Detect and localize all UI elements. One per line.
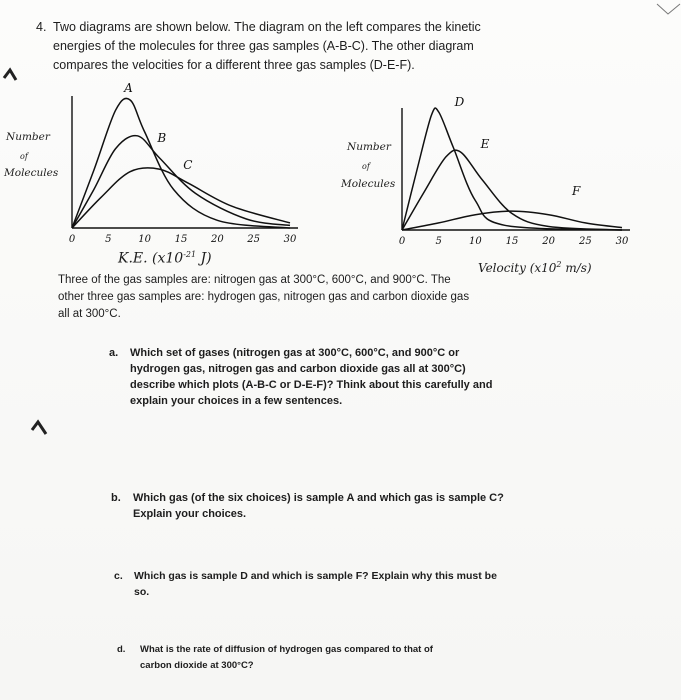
- question-b-label: b.: [111, 492, 121, 504]
- right-tick-label: 25: [578, 236, 592, 247]
- right-series-label-f: F: [572, 184, 581, 199]
- left-ylabel-line-3: Molecules: [4, 167, 59, 179]
- left-tick-label: 10: [138, 234, 152, 245]
- intro-line-3: compares the velocities for a different three gas samples (D-E-F).: [53, 58, 415, 72]
- right-series-label-d: D: [454, 95, 465, 109]
- left-tick-label: 30: [283, 234, 297, 245]
- left-ylabel-line-2: of: [20, 152, 28, 161]
- question-d-line-2: carbon dioxide at 300°C?: [140, 660, 254, 671]
- right-xlabel: [478, 258, 592, 275]
- left-tick-label: 20: [210, 234, 224, 245]
- right-ylabel-line-2: of: [362, 162, 370, 171]
- left-xlabel-main: K.E. (x10: [118, 250, 184, 267]
- right-ylabel-line-3: Molecules: [341, 178, 396, 190]
- left-series-label-c: C: [183, 158, 193, 173]
- left-tick-label: 15: [174, 234, 188, 245]
- right-tick-label: 20: [542, 236, 556, 247]
- right-ylabel-line-1: Number: [347, 141, 391, 153]
- intro-line-2: energies of the molecules for three gas samples (A-B-C). The other diagram: [53, 39, 474, 53]
- left-tick-label: 5: [105, 234, 112, 245]
- left-ylabel-line-1: Number: [6, 131, 50, 143]
- right-tick-label: 15: [505, 236, 519, 247]
- right-xlabel-unit: m/s): [565, 261, 592, 275]
- question-a-line-1: Which set of gases (nitrogen gas at 300°C, 600°C, and 900°C or: [130, 347, 460, 359]
- intro-line-1: Two diagrams are shown below. The diagram on the left compares the kinetic: [53, 20, 481, 34]
- question-c-label: c.: [114, 570, 123, 582]
- left-curve-a: [72, 98, 290, 228]
- question-b-line-1: Which gas (of the six choices) is sample A and which gas is sample C?: [133, 492, 504, 504]
- question-a-line-2: hydrogen gas, nitrogen gas and carbon dioxide gas all at 300°C): [130, 363, 466, 375]
- description-line-2: other three gas samples are: hydrogen gas, nitrogen gas and carbon dioxide gas: [58, 291, 470, 303]
- right-tick-label: 30: [615, 236, 629, 247]
- right-curve-e: [402, 150, 622, 230]
- problem-number: 4.: [36, 20, 47, 34]
- left-series-label-b: B: [157, 130, 167, 145]
- left-tick-label: 25: [247, 234, 261, 245]
- left-series-label-a: A: [124, 81, 133, 95]
- right-xlabel-main: Velocity (x10: [478, 261, 557, 275]
- question-c-line-2: so.: [134, 586, 150, 598]
- left-xlabel-unit: J): [200, 250, 212, 267]
- charts-layer: [0, 0, 681, 290]
- right-xlabel-exp: 2: [556, 260, 562, 269]
- left-xlabel-exp: -21: [183, 250, 197, 259]
- question-d-line-1: What is the rate of diffusion of hydrogen gas compared to that of: [140, 644, 433, 655]
- question-a-line-4: explain your choices in a few sentences.: [130, 395, 343, 407]
- margin-mark-bottom: [32, 422, 46, 434]
- description-line-1: Three of the gas samples are: nitrogen gas at 300°C, 600°C, and 900°C. The: [58, 274, 451, 286]
- question-b-line-2: Explain your choices.: [133, 508, 247, 520]
- question-a-line-3: describe which plots (A-B-C or D-E-F)? Think about this carefully and: [130, 379, 493, 391]
- left-tick-label: 0: [68, 234, 76, 245]
- right-series-label-e: E: [480, 137, 490, 152]
- right-tick-label: 10: [468, 236, 482, 247]
- description-line-3: all at 300°C.: [58, 308, 121, 320]
- left-xlabel: [118, 248, 212, 266]
- right-tick-label: 0: [398, 236, 406, 247]
- ke-distribution-chart: [69, 81, 298, 245]
- right-tick-label: 5: [435, 236, 442, 247]
- question-c-line-1: Which gas is sample D and which is sample F? Explain why this must be: [134, 570, 497, 582]
- question-d-label: d.: [117, 644, 126, 655]
- question-a-label: a.: [109, 347, 119, 359]
- velocity-distribution-chart: [399, 95, 630, 247]
